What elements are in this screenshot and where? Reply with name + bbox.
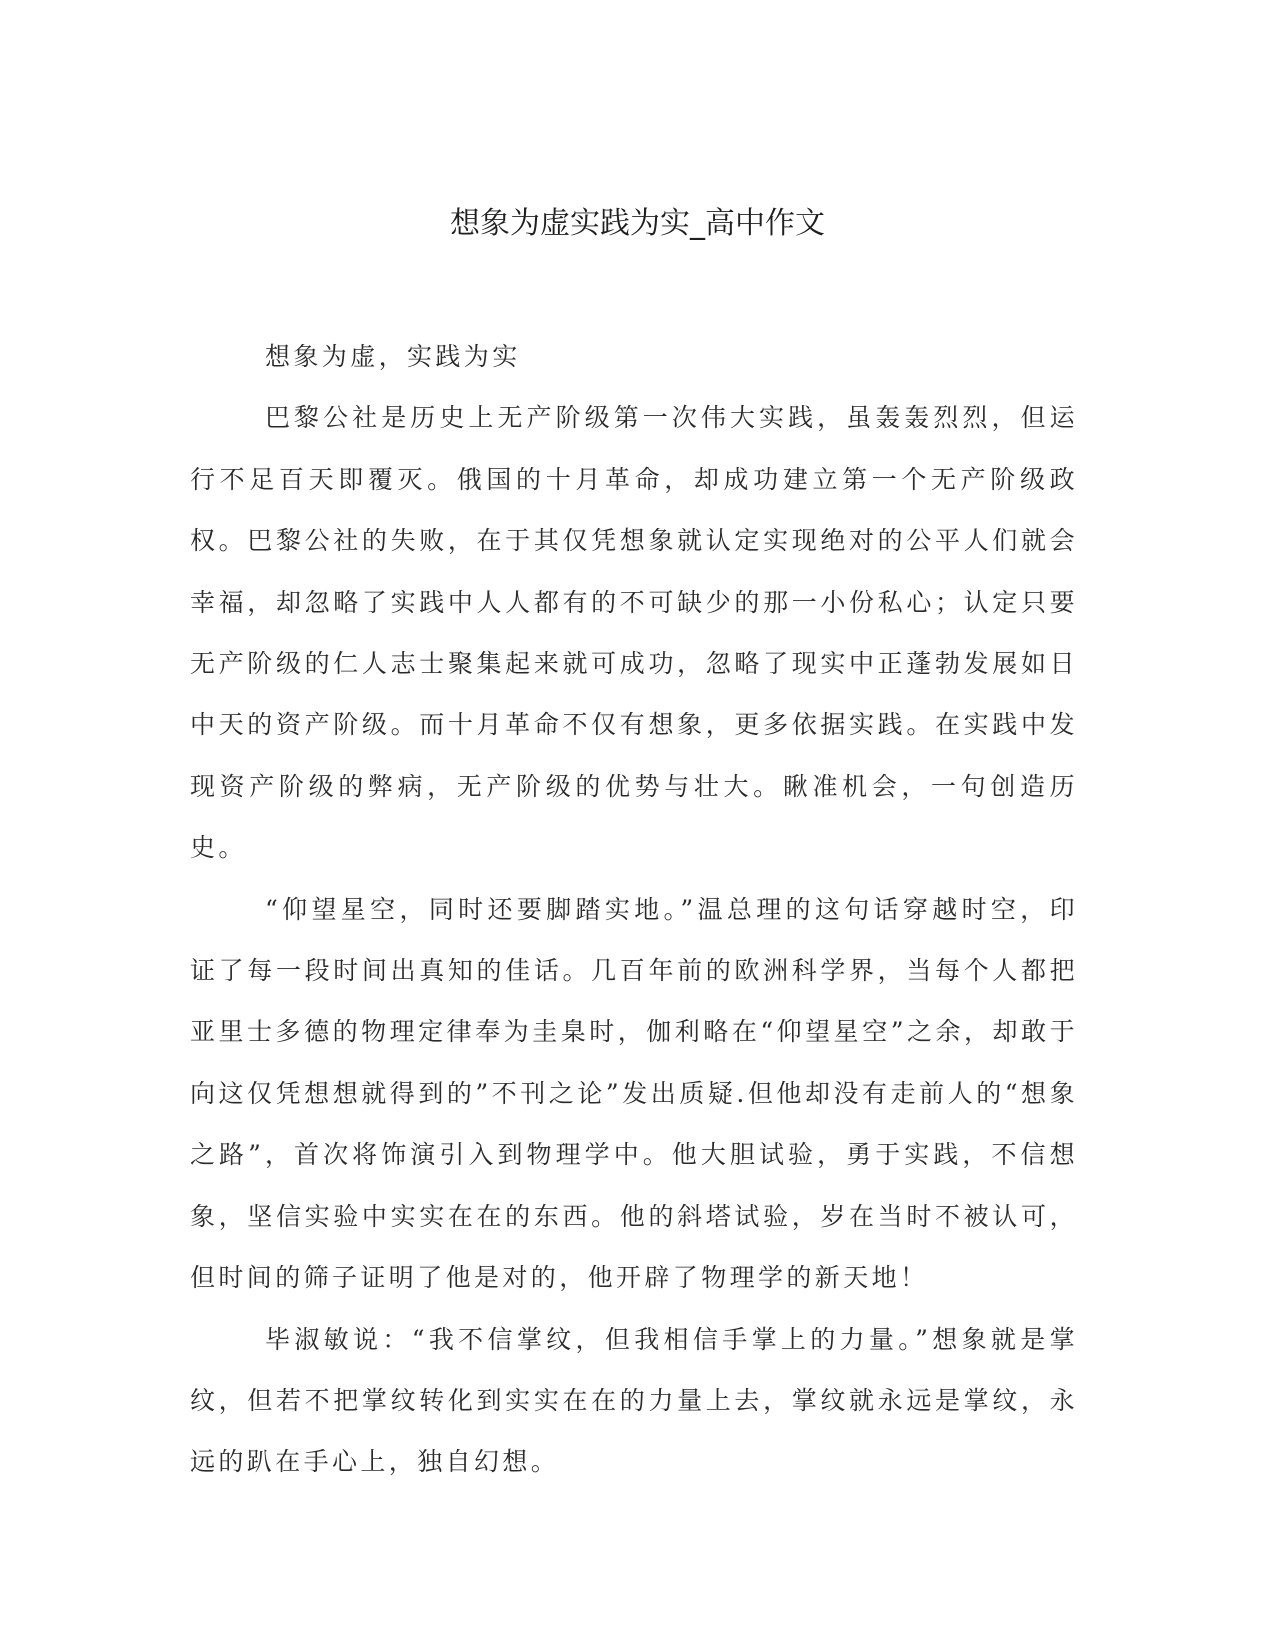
paragraph-galileo: “仰望星空，同时还要脚踏实地。”温总理的这句话穿越时空，印证了每一段时间出真知的佳话。几百年前的欧洲科学界，当每个人都把亚里士多德的物理定律奉为圭臬时，伽利略在“仰望星空”之余，却敢于向这仅凭想想就得到的”不刊之论”发出质疑.但他却没有走前人的“想象之路”，首次将饰演引入到物理学中。他大胆试验，勇于实践，不信想象，坚信实验中实实在在的东西。他的斜塔试验，岁在当时不被认可，但时间的筛子证明了他是对的，他开辟了物理学的新天地！: [190, 894, 1078, 1293]
document-body: [190, 326, 1078, 1493]
essay-subtitle: 想象为虚，实践为实: [265, 342, 521, 371]
paragraph-paris-commune: 巴黎公社是历史上无产阶级第一次伟大实践，虽轰轰烈烈，但运行不足百天即覆灭。俄国的十月革命，却成功建立第一个无产阶级政权。巴黎公社的失败，在于其仅凭想象就认定实现绝对的公平人们就会幸福，却忽略了实践中人人都有的不可缺少的那一小份私心；认定只要无产阶级的仁人志士聚集起来就可成功，忽略了现实中正蓬勃发展如日中天的资产阶级。而十月革命不仅有想象，更多依据实践。在实践中发现资产阶级的弊病，无产阶级的优势与壮大。瞅准机会，一句创造历史。: [190, 403, 1078, 863]
paragraph-bi-shumin: 毕淑敏说：“我不信掌纹，但我相信手掌上的力量。”想象就是掌纹，但若不把掌纹转化到实实在在的力量上去，掌纹就永远是掌纹，永远的趴在手心上，独自幻想。: [190, 1324, 1078, 1477]
document-title: 想象为虚实践为实_高中作文: [450, 206, 825, 241]
